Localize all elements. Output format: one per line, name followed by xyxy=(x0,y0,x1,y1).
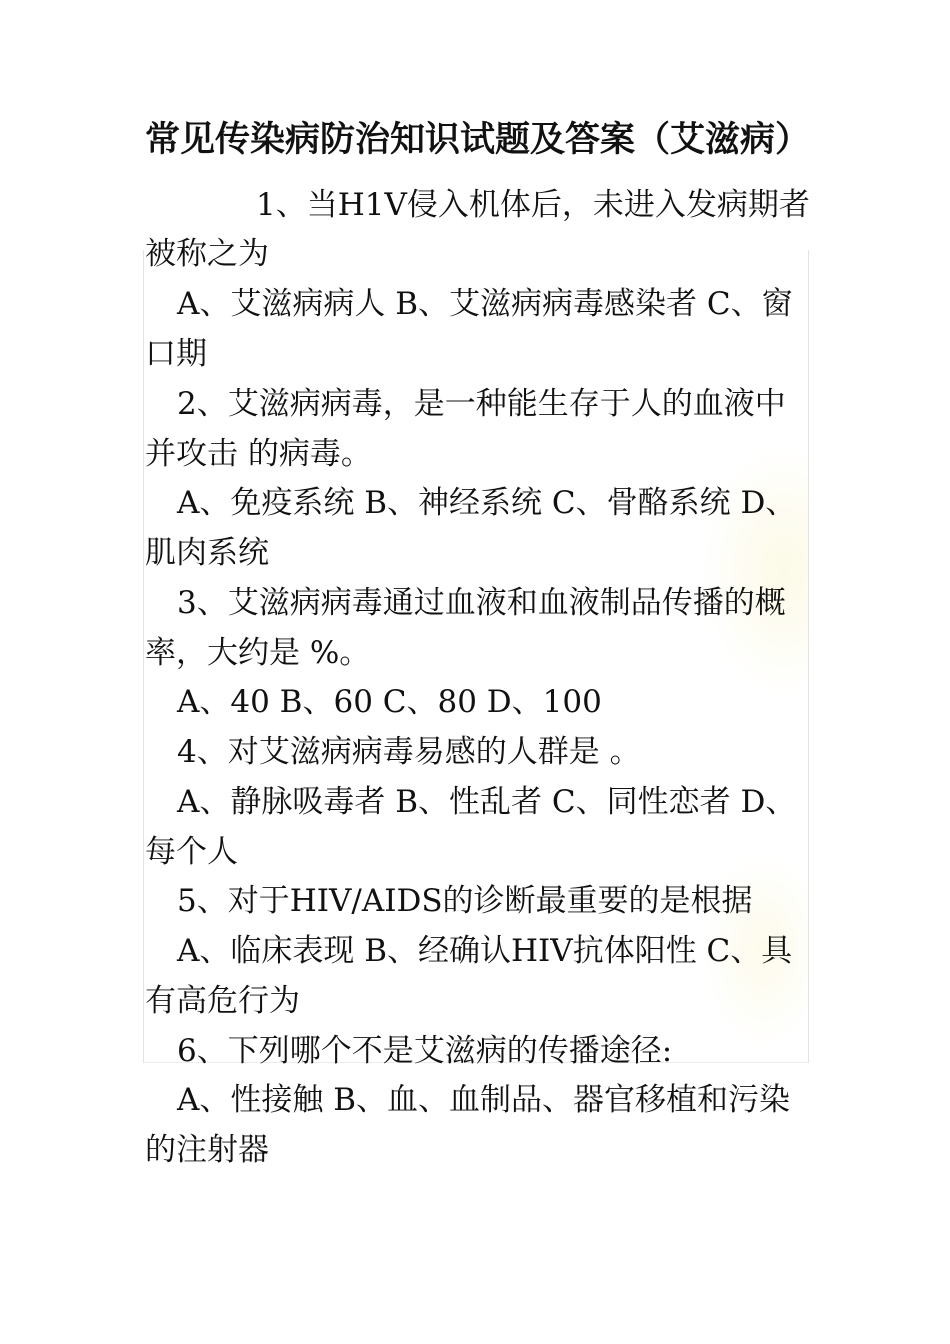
question-5-line-1: 5、对于HIV/AIDS的诊断最重要的是根据 xyxy=(177,883,753,919)
question-6-options-line-1: A、性接触 B、血、血制品、器官移植和污染 xyxy=(177,1082,791,1118)
question-1-line-2: 被称之为 xyxy=(145,236,269,272)
question-1-options-line-1: A、艾滋病病人 B、艾滋病病毒感染者 C、窗 xyxy=(177,286,793,322)
document-title: 常见传染病防治知识试题及答案（艾滋病） xyxy=(145,120,811,160)
question-1-line-1: 1、当H1V侵入机体后，未进入发病期者 xyxy=(256,187,810,223)
question-3-options: A、40 B、60 C、80 D、100 xyxy=(177,684,602,720)
question-2-line-1: 2、艾滋病病毒，是一种能生存于人的血液中 xyxy=(177,386,786,422)
question-4-options-line-2: 每个人 xyxy=(145,834,238,870)
question-4-line-1: 4、对艾滋病病毒易感的人群是 。 xyxy=(177,734,641,770)
question-3-line-2: 率，大约是 %。 xyxy=(145,635,371,671)
question-3-line-1: 3、艾滋病病毒通过血液和血液制品传播的概 xyxy=(177,585,786,621)
question-2-options-line-2: 肌肉系统 xyxy=(145,535,269,571)
question-4-options-line-1: A、静脉吸毒者 B、性乱者 C、同性恋者 D、 xyxy=(177,784,797,820)
question-6-line-1: 6、下列哪个不是艾滋病的传播途径: xyxy=(177,1033,673,1069)
question-2-options-line-1: A、免疫系统 B、神经系统 C、骨酪系统 D、 xyxy=(177,485,797,521)
question-5-options-line-2: 有高危行为 xyxy=(145,983,300,1019)
question-5-options-line-1: A、临床表现 B、经确认HIV抗体阳性 C、具 xyxy=(177,933,793,969)
question-2-line-2: 并攻击 的病毒。 xyxy=(145,436,372,472)
question-1-options-line-2: 口期 xyxy=(145,336,207,372)
question-6-options-line-2: 的注射器 xyxy=(145,1132,269,1168)
